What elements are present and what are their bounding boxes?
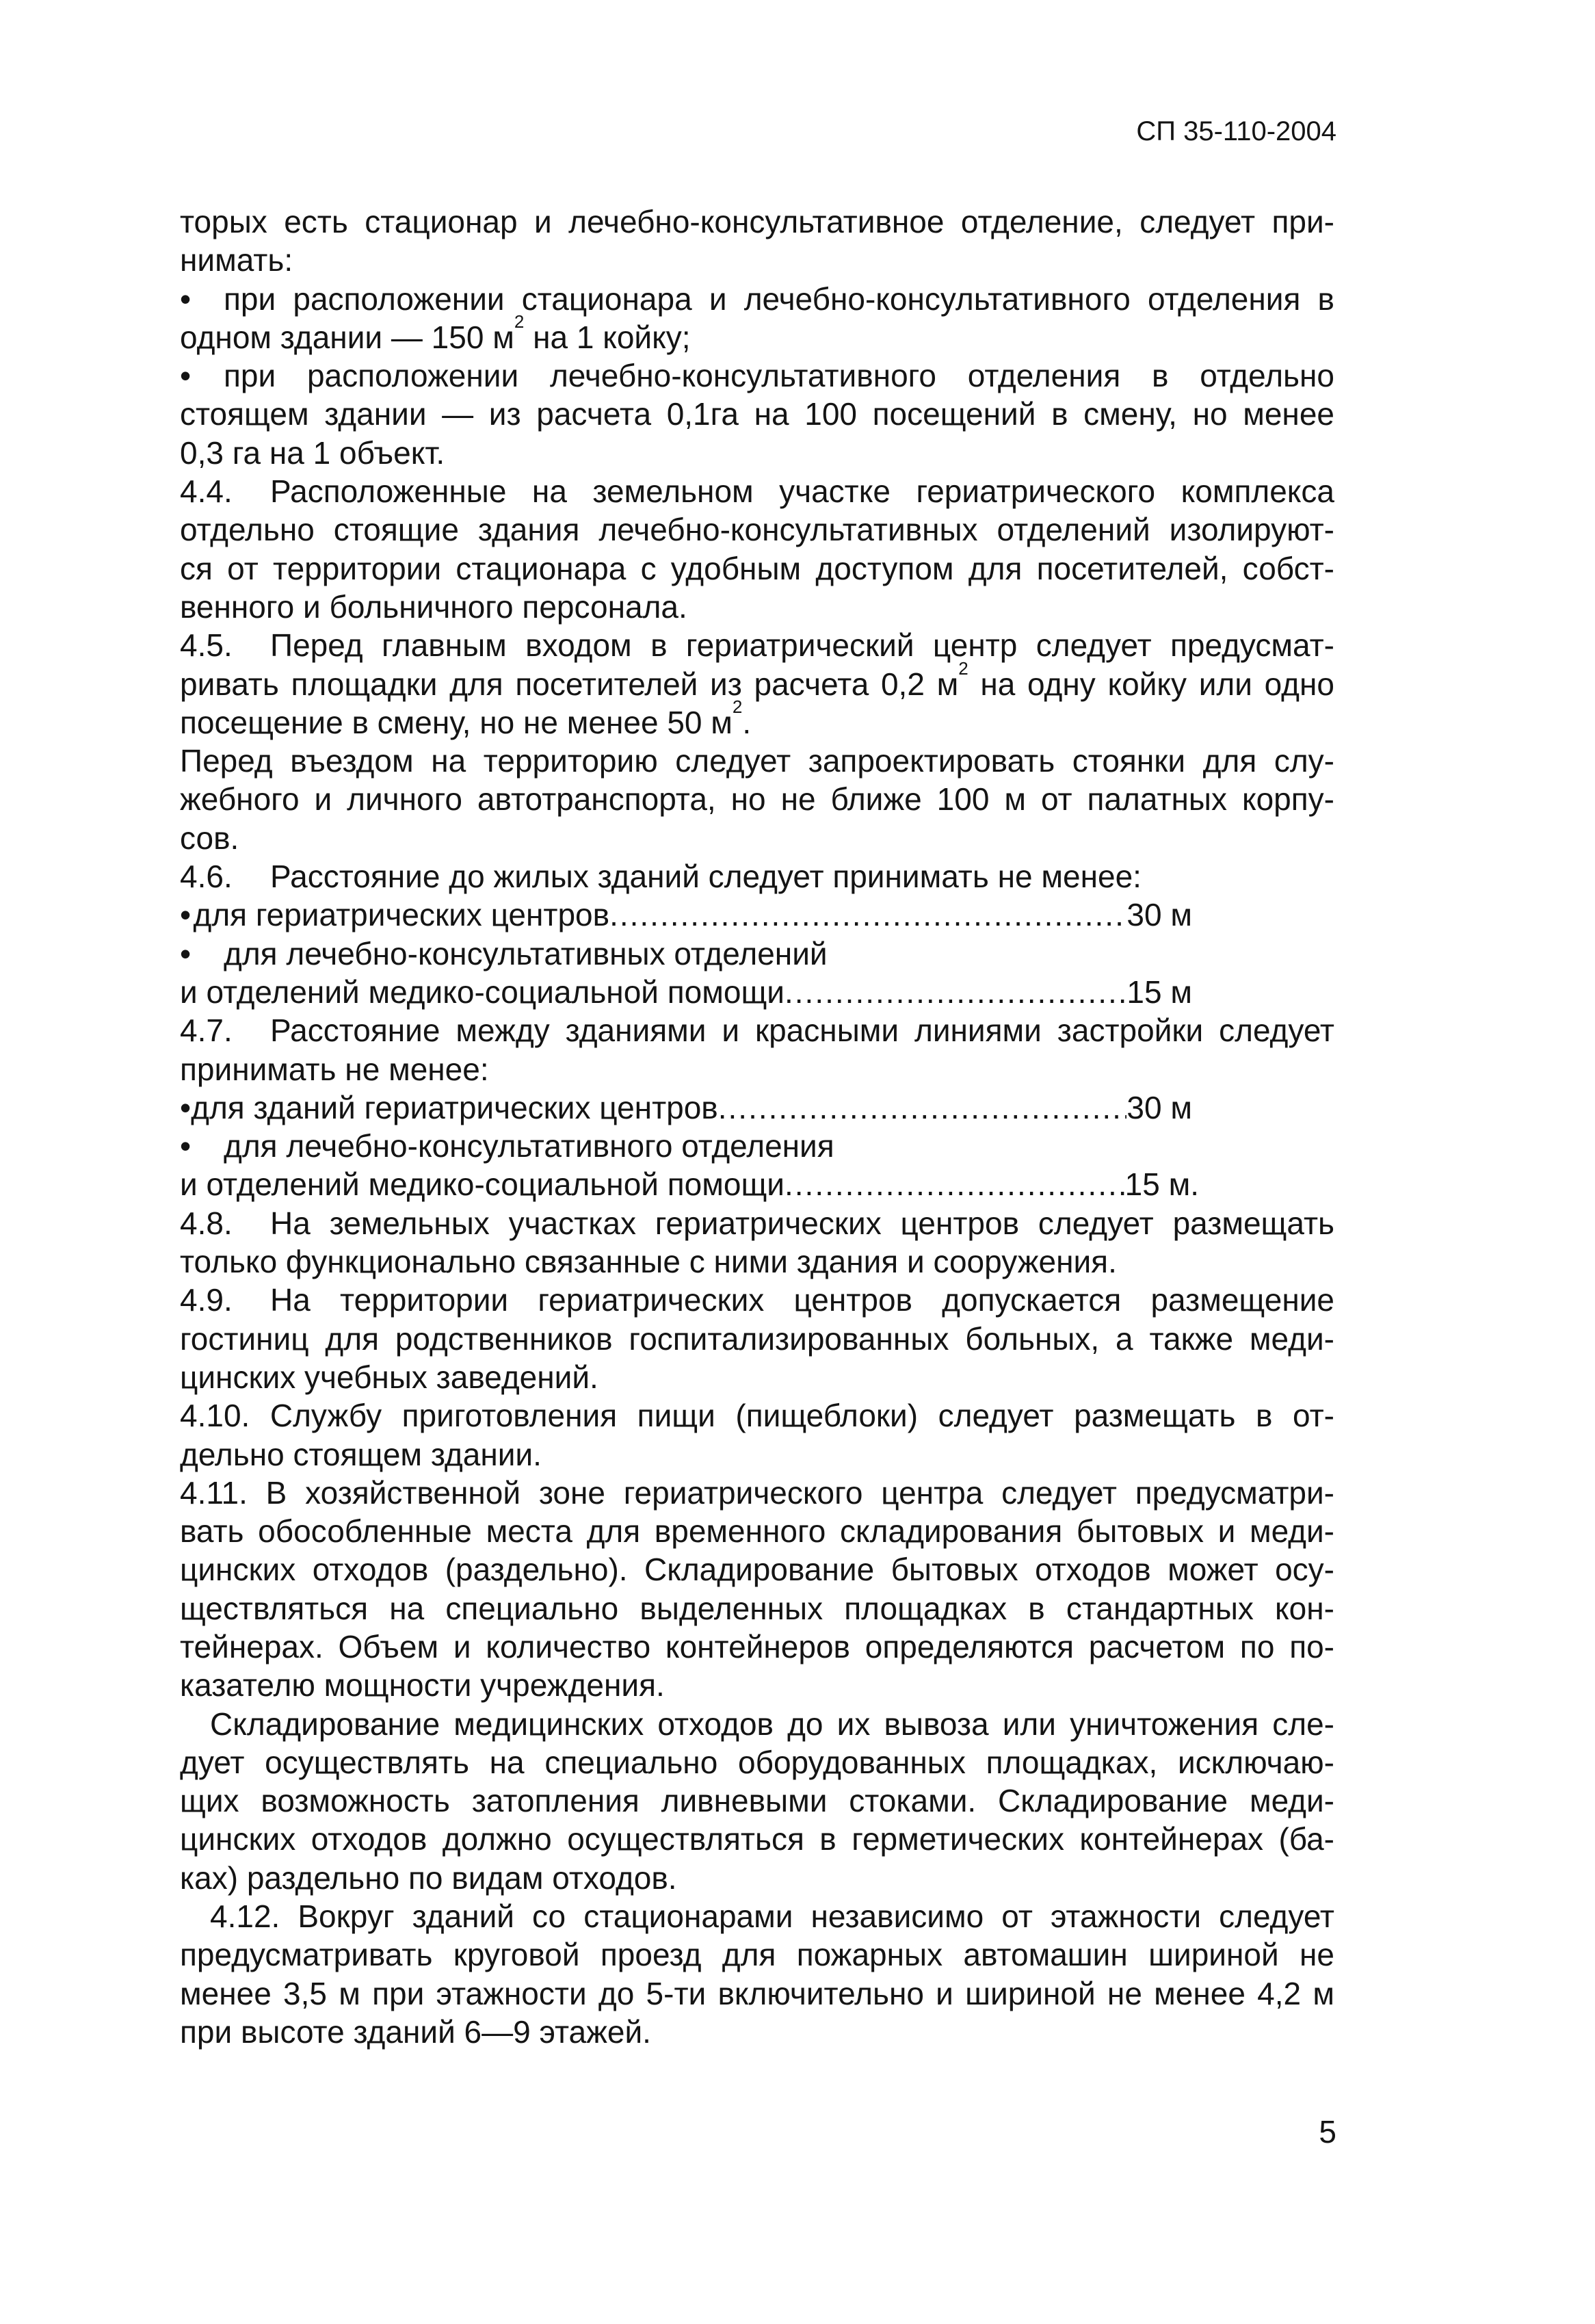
text-line: дует осуществлять на специально оборудованных площадках, исключаю- [180,1744,1334,1780]
page-number: 5 [1319,2114,1336,2150]
distance-value: 30 м [1126,1089,1192,1125]
text-fragment: посещение в смену, но не менее 50 м [180,704,733,740]
section-4-8 [180,1204,1334,1242]
bullet-marker: • [180,1089,192,1125]
text-fragment: . [742,704,752,740]
bullet-item [180,280,1334,318]
distance-label: для лечебно-консультативных отделений [224,935,828,971]
dot-leader [718,1088,1127,1127]
text-line [180,657,1334,703]
section-number: 4.4. [180,473,233,510]
section-number: 4.8. [180,1205,233,1241]
bullet-item [180,1127,1334,1165]
section-number: 4.9. [180,1282,233,1318]
text-line [180,696,1334,742]
text-line: только функционально связанные с ними здания и сооружения. [180,1244,1117,1280]
text-line: щих возможность затопления ливневыми стоками. Складирование меди- [180,1783,1334,1819]
bullet-marker: • [180,935,192,971]
text-line: тейнерах. Объем и количество контейнеров определяются расчетом по по- [180,1628,1334,1664]
text-line: 0,3 га на 1 объект. [180,434,445,471]
section-4-5 [180,626,1334,664]
text-line: Расстояние между зданиями и красными линиями застройки следует [270,1013,1334,1049]
bullet-item [180,356,1334,395]
text-line: венного и больничного персонала. [180,588,687,625]
distance-value: 30 м [1126,897,1192,933]
distance-label: для лечебно-консультативного отделения [224,1128,834,1164]
distance-value: 15 м. [1124,1166,1199,1203]
text-line: принимать не менее: [180,1051,489,1087]
section-number: 4.6. [180,859,233,895]
section-4-11: 4.11. В хозяйственной зоне гериатрического центра следует предусматри- [180,1474,1334,1511]
text-fragment: на 1 койку; [524,319,691,355]
section-4-9 [180,1281,1334,1319]
page-body [180,203,1334,2051]
text-line: Расстояние до жилых зданий следует принимать не менее: [270,859,1142,895]
distance-label: и отделений медико-социальной помощи [180,1166,785,1203]
bullet-marker: • [180,280,192,317]
text-line: сов. [180,820,239,856]
distance-value: 15 м [1126,974,1192,1010]
distance-row [180,1165,1199,1203]
text-line: вать обособленные места для временного складирования бытовых и меди- [180,1513,1334,1550]
text-line: Перед въездом на территорию следует запроектировать стоянки для слу- [180,743,1334,779]
section-4-6 [180,857,1334,896]
section-number: 4.5. [180,627,233,664]
text-line: ществляться на специально выделенных площадках в стандартных кон- [180,1590,1334,1626]
text-line: при расположении лечебно-консультативного отделения в отдельно [224,358,1334,394]
section-4-12: 4.12. Вокруг зданий со стационарами независимо от этажности следует [210,1898,1334,1935]
text-line: отдельно стоящие здания лечебно-консультативных отделений изолируют- [180,512,1334,548]
text-line: Перед главным входом в гериатрический центр следует предусмат- [270,627,1334,664]
text-line: гостиниц для родственников госпитализированных больных, а также меди- [180,1320,1334,1357]
distance-label: и отделений медико-социальной помощи [180,974,785,1010]
text-line: ках) раздельно по видам отходов. [180,1859,677,1896]
text-line: На территории гериатрических центров допускается размещение [270,1282,1334,1318]
text-line: торых есть стационар и лечебно-консультативное отделение, следует при- [180,204,1334,239]
text-line: ся от территории стационара с удобным доступом для посетителей, собст- [180,550,1334,586]
text-line: На земельных участках гериатрических центров следует размещать [270,1205,1334,1241]
text-fragment: ривать площадки для посетителей из расчета 0,2 м [180,666,959,702]
text-fragment: одном здании — 150 м [180,319,514,355]
superscript: 2 [732,696,743,717]
text-line: дельно стоящем здании. [180,1436,542,1472]
text-line: при высоте зданий 6—9 этажей. [180,2013,651,2050]
distance-row [180,896,1192,934]
text-line: стоящем здании — из расчета 0,1га на 100 посещений в смену, но менее [180,396,1334,432]
distance-row [180,1088,1192,1127]
document-code: СП 35-110-2004 [1136,116,1336,146]
text-line: при расположении стационара и лечебно-консультативного отделения в [224,280,1334,317]
text-line: менее 3,5 м при этажности до 5-ти включительно и шириной не менее 4,2 м [180,1975,1334,2011]
text-line: предусматривать круговой проезд для пожарных автомашин шириной не [180,1937,1334,1973]
text-line: Расположенные на земельном участке гериатрического комплекса [270,473,1334,510]
bullet-marker: • [180,897,192,933]
superscript: 2 [514,311,525,332]
text-line: казателю мощности учреждения. [180,1667,665,1703]
bullet-marker: • [180,1128,192,1164]
dot-leader [785,973,1126,1011]
section-4-4 [180,472,1334,510]
distance-row [180,973,1192,1011]
text-line: жебного и личного автотранспорта, но не ближе 100 м от палатных корпу- [180,781,1334,818]
superscript: 2 [958,657,968,679]
paragraph-medical-waste: Складирование медицинских отходов до их вывоза или уничтожения сле- [210,1706,1334,1742]
distance-label: для зданий гериатрических центров [191,1089,718,1125]
text-line [180,311,1334,356]
text-fragment: на одну койку или одно [968,666,1334,702]
section-4-7 [180,1011,1334,1049]
text-line: цинских отходов должно осуществляться в герметических контейнерах (ба- [180,1821,1334,1857]
text-line: нимать: [180,242,293,278]
section-number: 4.7. [180,1013,233,1049]
text-line: цинских учебных заведений. [180,1359,598,1395]
bullet-marker: • [180,358,192,394]
dot-leader [785,1165,1125,1203]
text-line: цинских отходов (раздельно). Складирование бытовых отходов может осу- [180,1552,1334,1588]
distance-label: для гериатрических центров [193,897,610,933]
section-4-10: 4.10. Службу приготовления пищи (пищеблоки) следует размещать в от- [180,1398,1334,1434]
bullet-item [180,935,1334,973]
dot-leader [609,896,1126,934]
